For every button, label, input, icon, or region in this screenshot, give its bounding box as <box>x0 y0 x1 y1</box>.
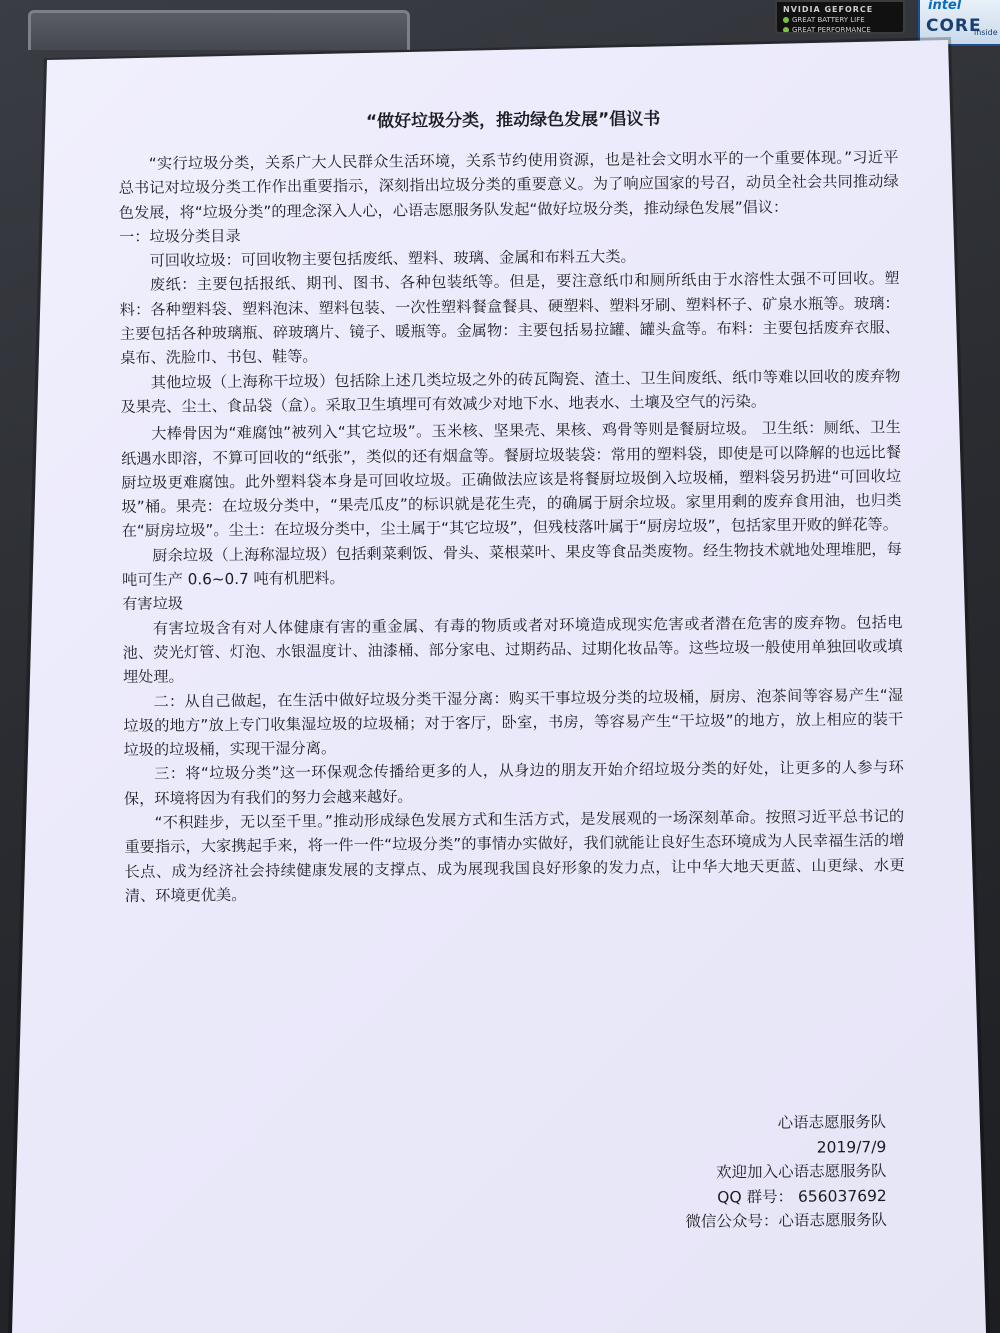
performance-icon <box>783 27 789 33</box>
nvidia-brand: NVIDIA GEFORCE <box>783 5 874 14</box>
proposal-document <box>118 105 905 908</box>
document-title: “做好垃圾分类，推动绿色发展”倡议书 <box>365 109 661 132</box>
paragraph-closing: “不积跬步，无以至千里。”推动形成绿色发展方式和生活方式，是发展观的一场深刻革命。按照习近平总书记的重要指示，大家携起手来，将一件一件“垃圾分类”的事情办实做好，我们就能让良好生态环境成为人民幸福生活的增长点、成为经济社会持续健康发展的支撑点、成为展现我国良好形象的发力点，让中华大地天更蓝、山更绿、水更清、环境更优美。 <box>124 807 905 905</box>
paragraph-recyclable-detail: 废纸：主要包括报纸、期刊、图书、各种包装纸等。但是，要注意纸巾和厕所纸由于水溶性太强不可回收。塑料：各种塑料袋、塑料泡沫、塑料包装、一次性塑料餐盒餐具、硬塑料、塑料牙刷、塑料杯子、矿泉水瓶等。玻璃：主要包括各种玻璃瓶、碎玻璃片、镜子、暖瓶等。金属物：主要包括易拉罐、罐头盒等。布料：主要包括废弃衣服、桌布、洗脸巾、书包、鞋等。 <box>119 269 900 368</box>
signature-join: 欢迎加入心语志愿服务队 <box>715 1161 887 1182</box>
signature-block <box>646 1110 887 1235</box>
nvidia-sticker <box>775 0 905 34</box>
paragraph-hazardous: 有害垃圾含有对人体健康有害的重金属、有毒的物质或者对环境造成现实危害或者潜在危害的废弃物。包括电池、荧光灯管、灯泡、水银温度计、油漆桶、部分家电、过期药品、过期化妆品等。这些垃圾一般使用单独回收或填埋处理。 <box>122 612 903 687</box>
signature-qq: QQ 群号： 656037692 <box>717 1186 887 1206</box>
nvidia-line1: GREAT BATTERY LIFE <box>792 16 865 24</box>
paragraph-examples: 大棒骨因为“难腐蚀”被列入“其它垃圾”。玉米核、坚果壳、果核、鸡骨等则是餐厨垃圾。 卫生纸：厕纸、卫生纸遇水即溶，不算可回收的“纸张”，类似的还有烟盒等。餐厨垃圾装袋：常用的塑料袋，即使是可以降解的也远比餐厨垃圾更难腐蚀。此外塑料袋本身是可回收垃圾。正确做法应该是将餐厨垃圾倒入垃圾桶，塑料袋另扔进“可回收垃圾”桶。果壳：在垃圾分类中，“果壳瓜皮”的标识就是花生壳，的确属于厨余垃圾。家里用剩的废弃食用油，也归类在“厨房垃圾”。尘土：在垃圾分类中，尘土属于“其它垃圾”，但残枝落叶属于“厨房垃圾”，包括家里开败的鲜花等。 <box>120 418 902 541</box>
signature-date: 2019/7/9 <box>816 1137 887 1157</box>
intel-tagline: inside <box>974 28 998 37</box>
paragraph-recyclable: 可回收垃圾：可回收物主要包括废纸、塑料、玻璃、金属和布料五大类。 <box>149 247 636 270</box>
paragraph-kitchen-waste: 厨余垃圾（上海称湿垃圾）包括剩菜剩饭、骨头、菜根菜叶、果皮等食品类废物。经生物技术就地处理堆肥，每吨可生产 0.6~0.7 吨有机肥料。 <box>122 539 902 590</box>
paragraph-intro: “实行垃圾分类，关系广大人民群众生活环境，关系节约使用资源，也是社会文明水平的一个重要体现。”习近平总书记对垃圾分类工作作出重要指示，深刻指出垃圾分类的重要意义。为了响应国家的号召，动员全社会共同推动绿色发展，将“垃圾分类”的理念深入人心，心语志愿服务队发起“做好垃圾分类，推动绿色发展”倡议： <box>118 148 899 222</box>
intel-product: CORE <box>926 16 982 36</box>
battery-icon <box>783 17 789 23</box>
section-heading-hazardous: 有害垃圾 <box>122 594 184 614</box>
section-heading-1: 一：垃圾分类目录 <box>119 226 241 246</box>
paragraph-section-2: 二：从自己做起，在生活中做好垃圾分类干湿分离：购买干事垃圾分类的垃圾桶，厨房、泡茶间等容易产生“湿垃圾的地方”放上专门收集湿垃圾的垃圾桶；对于客厅，卧室，书房，等容易产生“干垃圾”的地方，放上相应的装干垃圾的垃圾桶，实现干湿分离。 <box>123 685 904 760</box>
laptop-trackpad <box>28 10 410 50</box>
paragraph-section-3: 三：将“垃圾分类”这一环保观念传播给更多的人，从身边的朋友开始介绍垃圾分类的好处，让更多的人参与环保，环境将因为有我们的努力会越来越好。 <box>123 758 904 808</box>
intel-brand: intel <box>928 0 962 13</box>
paragraph-other-waste: 其他垃圾（上海称干垃圾）包括除上述几类垃圾之外的砖瓦陶瓷、渣土、卫生间废纸、纸巾等难以回收的废弃物及果壳、尘土、食品袋（盒）。采取卫生填埋可有效减少对地下水、地表水、土壤及空气的污染。 <box>120 366 901 416</box>
nvidia-line2: GREAT PERFORMANCE <box>792 26 871 34</box>
signature-org: 心语志愿服务队 <box>777 1112 887 1132</box>
signature-wechat: 微信公众号：心语志愿服务队 <box>685 1210 888 1231</box>
